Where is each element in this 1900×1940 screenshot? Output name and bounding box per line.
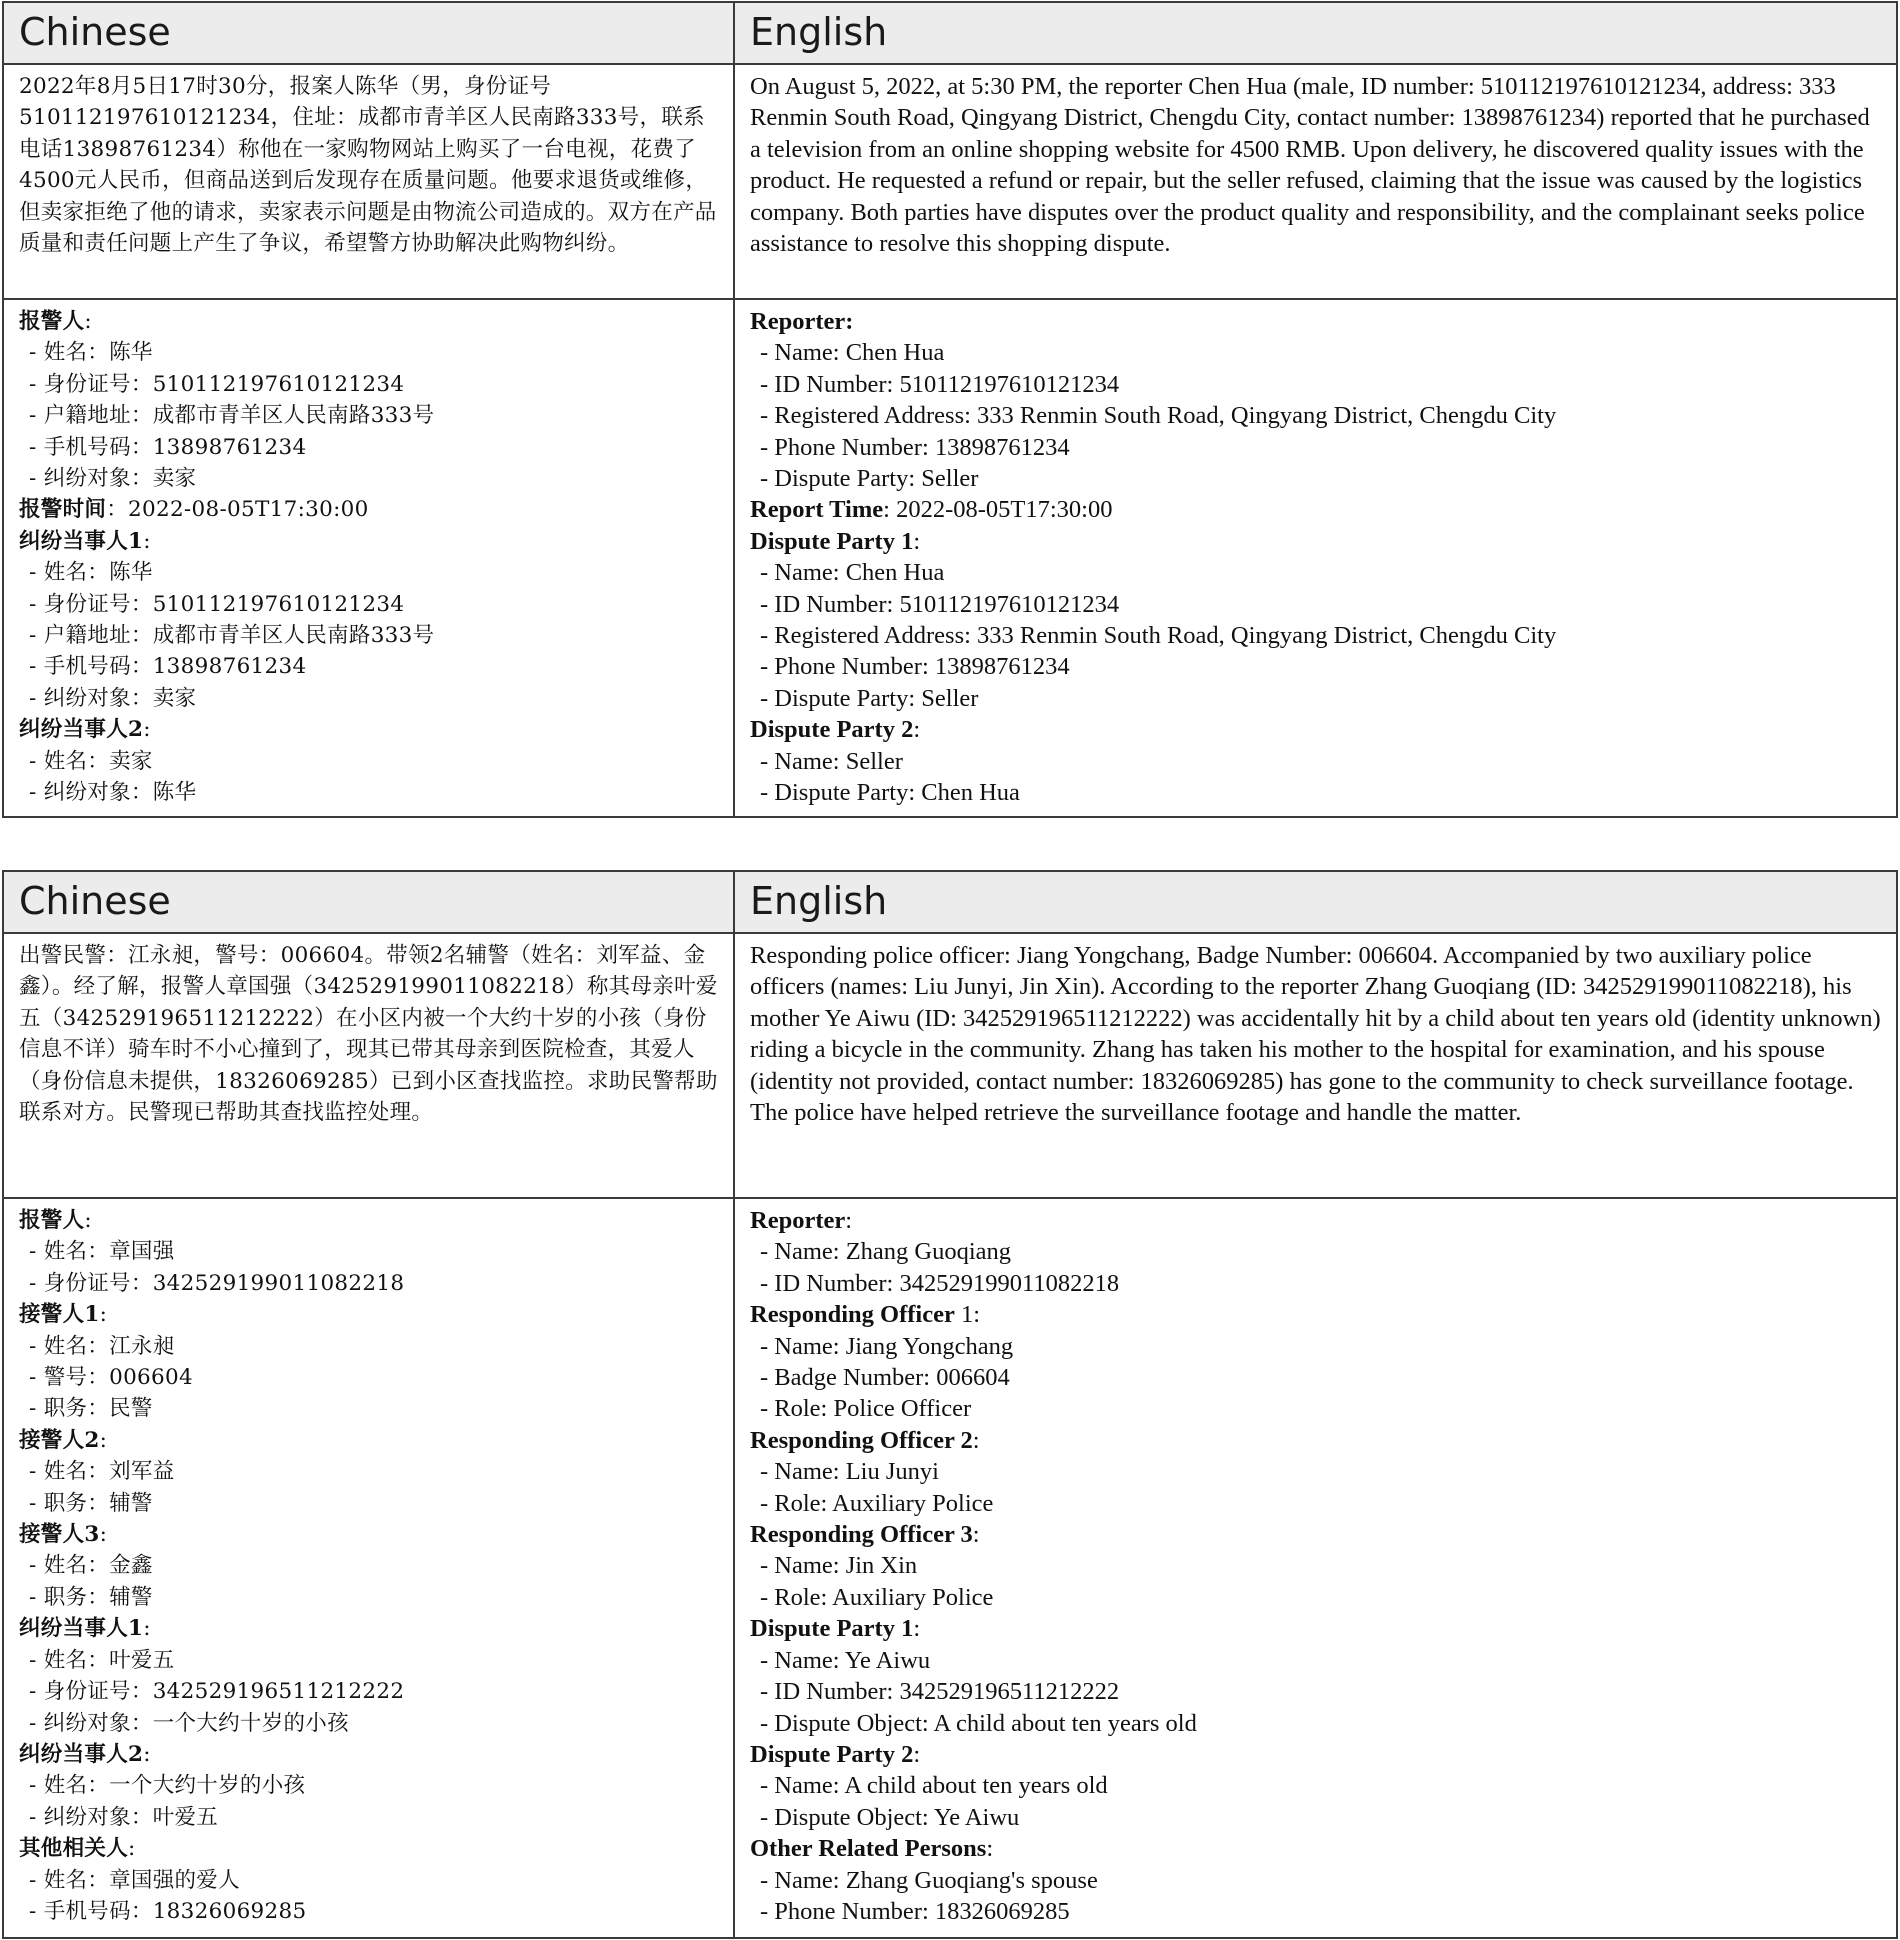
- field-separator: :: [143, 1616, 151, 1642]
- field-separator: :: [99, 1427, 108, 1453]
- field-value: 2022-08-05T17:30:00: [128, 497, 369, 523]
- field-label: 接警人1: [19, 1302, 100, 1328]
- field-label: Responding Officer 3: [750, 1521, 973, 1549]
- field-item: - ID Number: 342529199011082218: [760, 1269, 1120, 1297]
- field-heading: [19, 526, 719, 557]
- field-label: 接警人3: [19, 1522, 100, 1548]
- field-item: - 姓名：刘军益: [29, 1459, 175, 1485]
- field-heading: [19, 1613, 719, 1644]
- fields-chinese: [4, 1199, 735, 1937]
- field-item: - 职务：辅警: [29, 1490, 153, 1516]
- field-heading: [750, 1299, 1882, 1330]
- field-item: - 纠纷对象：卖家: [29, 466, 197, 492]
- field-item: - Name: Ye Aiwu: [760, 1646, 931, 1674]
- field-separator: :: [913, 527, 921, 555]
- field-label: Responding Officer: [750, 1301, 955, 1329]
- field-item: - Dispute Object: Ye Aiwu: [760, 1803, 1020, 1831]
- field-heading: [19, 1205, 719, 1236]
- field-separator: :: [99, 1522, 108, 1548]
- field-item: - 户籍地址：成都市青羊区人民南路333号: [29, 623, 435, 649]
- field-label: Dispute Party 1: [750, 527, 914, 555]
- field-separator: :: [84, 309, 92, 334]
- field-label: Other Related Persons: [750, 1835, 987, 1863]
- field-heading: [19, 306, 719, 337]
- field-item: - 姓名：金鑫: [29, 1553, 153, 1579]
- field-separator: :: [128, 1836, 136, 1862]
- field-label: 报警人: [19, 309, 85, 334]
- fields-english: [735, 1199, 1896, 1937]
- field-label: Report Time: [750, 496, 884, 524]
- column-header-english: English: [735, 872, 1896, 934]
- field-item: - 手机号码：18326069285: [29, 1898, 307, 1924]
- field-heading: [19, 1739, 719, 1770]
- fields-english: [735, 300, 1896, 816]
- field-heading: [750, 1205, 1882, 1236]
- field-heading: [19, 1519, 719, 1550]
- field-item: - 警号：006604: [29, 1365, 193, 1391]
- field-heading: [750, 1425, 1882, 1456]
- field-heading: [750, 1833, 1882, 1864]
- field-item: - 身份证号：342529196511212222: [29, 1679, 405, 1705]
- field-heading: [19, 1425, 719, 1456]
- field-item: - 姓名：章国强: [29, 1239, 175, 1265]
- field-item: - Phone Number: 13898761234: [760, 653, 1070, 681]
- narrative-chinese: 2022年8月5日17时30分，报案人陈华（男，身份证号510112197610121234，住址：成都市青羊区人民南路333号，联系电话13898761234）称他在一家购物网站上购买了一台电视，花费了4500元人民币，但商品送到后发现存在质量问题。他要求退货或维修，但卖家拒绝了他的请求，卖家表示问题是由物流公司造成的。双方在产品质量和责任问题上产生了争议，希望警方协助解决此购物纠纷。: [4, 65, 735, 300]
- field-item: - 纠纷对象：叶爱五: [29, 1804, 219, 1830]
- field-item: - ID Number: 510112197610121234: [760, 590, 1120, 618]
- field-separator: :: [883, 496, 897, 524]
- field-label: 报警人: [19, 1208, 85, 1233]
- field-separator: :: [972, 1426, 980, 1454]
- narrative-chinese: 出警民警：江永昶，警号：006604。带领2名辅警（姓名：刘军益、金鑫）。经了解，报警人章国强（342529199011082218）称其母亲叶爱五（342529196511212222）在小区内被一个大约十岁的小孩（身份信息不详）骑车时不小心撞到了，现其已带其母亲到医院检查，其爱人（身份信息未提供，18326069285）已到小区查找监控。求助民警帮助联系对方。民警现已帮助其查找监控处理。: [4, 934, 735, 1199]
- field-item: - Name: Jiang Yongchang: [760, 1332, 1014, 1360]
- field-value: 2022-08-05T17:30:00: [896, 496, 1113, 524]
- field-item: - ID Number: 510112197610121234: [760, 370, 1120, 398]
- field-separator: :: [99, 1302, 108, 1328]
- translation-table-2: [2, 870, 1898, 1939]
- field-separator: :: [986, 1835, 994, 1863]
- narrative-english: On August 5, 2022, at 5:30 PM, the reporter Chen Hua (male, ID number: 510112197610121234, address: 333 Renmin South Road, Qingyang District, Chengdu City, contact number: 13898761234) reported that he purchased a television from an online shopping website for 4500 RMB. Upon delivery, he discovered quality issues with the product. He requested a refund or repair, but the seller refused, claiming that the issue was caused by the logistics company. Both parties have disputes over the product quality and responsibility, and the complainant seeks police assistance to resolve this shopping dispute.: [735, 65, 1896, 300]
- field-label: 报警时间: [19, 497, 107, 523]
- field-heading: [750, 306, 1882, 337]
- field-item: - 身份证号：510112197610121234: [29, 371, 405, 397]
- field-label: 其他相关人: [19, 1836, 129, 1862]
- field-heading: [750, 526, 1882, 557]
- field-item: - 姓名：一个大约十岁的小孩: [29, 1773, 306, 1799]
- field-separator: :: [845, 1207, 853, 1234]
- field-heading: [750, 1519, 1882, 1550]
- field-label: Dispute Party 2: [750, 1740, 914, 1768]
- field-label: 纠纷当事人2: [19, 1741, 144, 1767]
- field-label: 纠纷当事人1: [19, 1616, 144, 1642]
- field-label: 接警人2: [19, 1427, 100, 1453]
- field-separator: 1:: [954, 1301, 981, 1329]
- column-header-chinese: Chinese: [4, 872, 735, 934]
- field-separator: :: [913, 1740, 921, 1768]
- field-item: - 手机号码：13898761234: [29, 434, 307, 460]
- field-item: - Dispute Party: Chen Hua: [760, 779, 1020, 807]
- field-item: - 身份证号：510112197610121234: [29, 591, 405, 617]
- field-item: - 身份证号：342529199011082218: [29, 1270, 405, 1296]
- field-heading: [19, 714, 719, 745]
- field-item: - 姓名：章国强的爱人: [29, 1867, 240, 1893]
- field-item: - Name: Jin Xin: [760, 1552, 918, 1580]
- field-item: - Name: Zhang Guoqiang: [760, 1238, 1012, 1266]
- field-label: Dispute Party 1: [750, 1615, 914, 1643]
- field-label: 纠纷当事人2: [19, 717, 144, 743]
- field-separator: :: [972, 1521, 980, 1549]
- field-label: Reporter:: [750, 308, 854, 335]
- field-item: - Name: A child about ten years old: [760, 1772, 1108, 1800]
- field-item: - Badge Number: 006604: [760, 1364, 1010, 1392]
- field-item: - Name: Zhang Guoqiang's spouse: [760, 1866, 1098, 1894]
- field-item: - 纠纷对象：卖家: [29, 685, 197, 711]
- field-separator: :: [84, 1208, 92, 1233]
- field-item: - 户籍地址：成都市青羊区人民南路333号: [29, 403, 435, 429]
- narrative-english: Responding police officer: Jiang Yongchang, Badge Number: 006604. Accompanied by two auxiliary police officers (names: Liu Junyi, Jin Xin). According to the reporter Zhang Guoqiang (ID: 342529199011082218), his mother Ye Aiwu (ID: 342529196511212222) was accidentally hit by a child about ten years old (identity unknown) riding a bicycle in the community. Zhang has taken his mother to the hospital for examination, and his spouse (identity not provided, contact number: 18326069285) has gone to the community to check surveillance footage. The police have helped retrieve the surveillance footage and handle the matter.: [735, 934, 1896, 1199]
- field-heading: [750, 1739, 1882, 1770]
- field-heading: [19, 1299, 719, 1330]
- field-item: - 姓名：江永昶: [29, 1333, 175, 1359]
- field-separator: ：: [106, 497, 129, 523]
- field-heading: [19, 494, 719, 525]
- field-item: - Registered Address: 333 Renmin South Road, Qingyang District, Chengdu City: [760, 402, 1557, 430]
- field-label: Reporter: [750, 1207, 846, 1234]
- field-item: - 职务：民警: [29, 1396, 153, 1422]
- field-item: - 纠纷对象：陈华: [29, 780, 197, 806]
- field-item: - Role: Auxiliary Police: [760, 1489, 994, 1517]
- field-item: - Phone Number: 18326069285: [760, 1897, 1070, 1925]
- field-item: - Name: Chen Hua: [760, 559, 945, 587]
- field-separator: :: [143, 717, 151, 743]
- field-item: - Dispute Object: A child about ten years old: [760, 1709, 1197, 1737]
- field-item: - 姓名：卖家: [29, 748, 153, 774]
- field-heading: [750, 714, 1882, 745]
- field-item: - Dispute Party: Seller: [760, 465, 979, 493]
- field-item: - Role: Police Officer: [760, 1395, 972, 1423]
- field-item: - 纠纷对象：一个大约十岁的小孩: [29, 1710, 349, 1736]
- field-item: - 姓名：陈华: [29, 560, 153, 586]
- field-item: - Dispute Party: Seller: [760, 684, 979, 712]
- field-item: - 手机号码：13898761234: [29, 654, 307, 680]
- field-item: - Registered Address: 333 Renmin South Road, Qingyang District, Chengdu City: [760, 622, 1557, 650]
- field-item: - 职务：辅警: [29, 1584, 153, 1610]
- field-item: - 姓名：陈华: [29, 340, 153, 366]
- field-item: - ID Number: 342529196511212222: [760, 1678, 1120, 1706]
- field-label: Responding Officer 2: [750, 1426, 973, 1454]
- translation-table-1: [2, 1, 1898, 818]
- field-separator: :: [143, 1741, 151, 1767]
- field-separator: :: [913, 1615, 921, 1643]
- field-item: - 姓名：叶爱五: [29, 1647, 175, 1673]
- field-item: - Name: Chen Hua: [760, 339, 945, 367]
- field-heading: [750, 494, 1882, 525]
- field-separator: :: [143, 528, 151, 554]
- column-header-english: English: [735, 3, 1896, 65]
- fields-chinese: [4, 300, 735, 816]
- field-label: Dispute Party 2: [750, 716, 914, 744]
- field-item: - Name: Seller: [760, 747, 903, 775]
- field-item: - Phone Number: 13898761234: [760, 433, 1070, 461]
- field-item: - Role: Auxiliary Police: [760, 1583, 994, 1611]
- field-label: 纠纷当事人1: [19, 528, 144, 554]
- column-header-chinese: Chinese: [4, 3, 735, 65]
- field-separator: :: [913, 716, 921, 744]
- field-heading: [19, 1833, 719, 1864]
- field-heading: [750, 1613, 1882, 1644]
- field-item: - Name: Liu Junyi: [760, 1458, 939, 1486]
